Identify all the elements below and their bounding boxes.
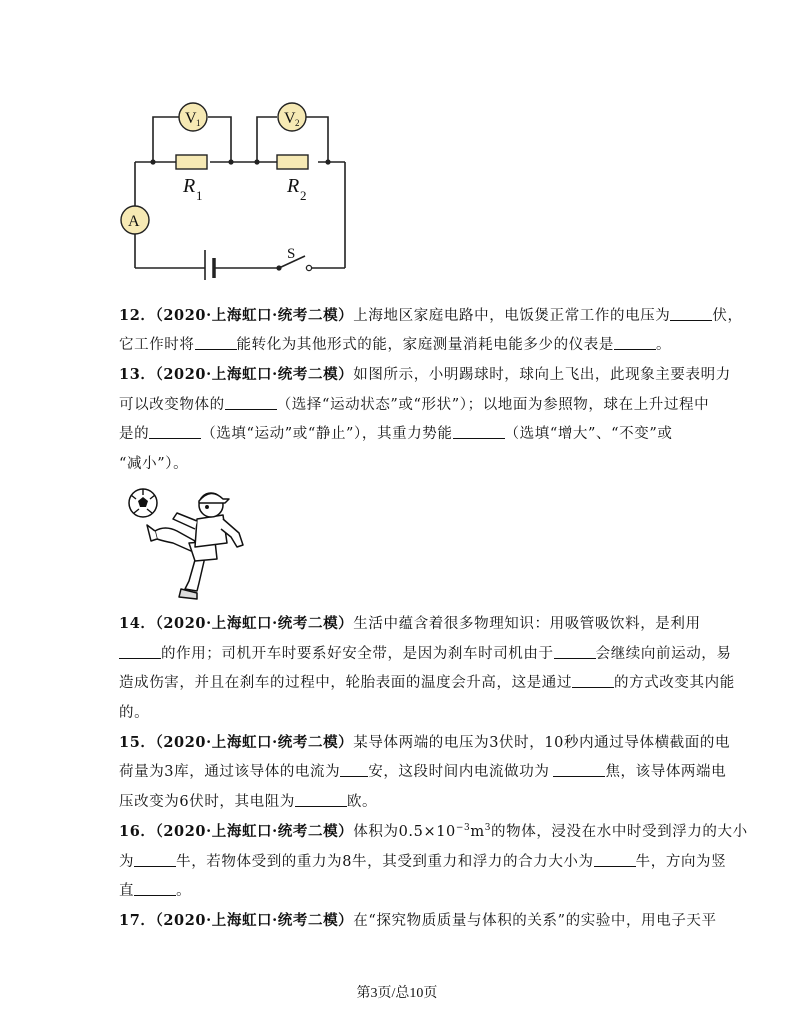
q16-line-2: 为 牛，若物体受到的重力为8牛，其受到重力和浮力的合力大小为 牛，方向为竖 (119, 854, 727, 870)
q16-blank-2[interactable] (594, 852, 636, 867)
q12-number: 12． (119, 307, 156, 324)
svg-text:V: V (185, 110, 197, 127)
r1-label: R (183, 175, 196, 197)
q13-blank-1[interactable] (225, 395, 277, 410)
q16-blank-3[interactable] (134, 881, 176, 896)
r2-sub: 2 (300, 188, 307, 203)
q12-line-2: 它工作时将 能转化为其他形式的能，家庭测量消耗电能多少的仪表是 。 (119, 337, 672, 353)
q13-source: （2020·上海虹口·统考二模） (155, 366, 354, 383)
r1-resistor (176, 155, 207, 169)
q12-blank-3[interactable] (614, 335, 656, 350)
q12-line-1: 12．（2020·上海虹口·统考二模）上海地区家庭电路中，电饭煲正常工作的电压为 伏， (119, 307, 743, 324)
q14-number: 14． (119, 615, 156, 632)
svg-text:V: V (284, 110, 296, 127)
page-footer: 第3页/总10页 (356, 986, 438, 1001)
q13-line-3: 是的 （选填“运动”或“静止”），其重力势能 （选填“增大”、“不变”或 (119, 426, 673, 442)
r1-sub: 1 (196, 188, 203, 203)
soccer-ball-icon (129, 489, 157, 517)
q12-blank-1[interactable] (670, 306, 712, 321)
q13-line-2: 可以改变物体的 （选择“运动状态”或“形状”）；以地面为参照物，球在上升过程中 (119, 397, 710, 413)
q15-blank-2[interactable] (553, 762, 605, 777)
q16-blank-1[interactable] (134, 852, 176, 867)
circuit-diagram (115, 100, 355, 280)
q14-line-1: 14．（2020·上海虹口·统考二模）生活中蕴含着很多物理知识：用吸管吸饮料，是利用 (119, 615, 701, 632)
r2-label: R (287, 175, 300, 197)
q13-blank-2[interactable] (149, 424, 201, 439)
r2-resistor (277, 155, 308, 169)
q12-source: （2020·上海虹口·统考二模） (155, 307, 354, 324)
q15-line-2: 荷量为3库，通过该导体的电流为 安，这段时间内电流做功为 焦，该导体两端电 (119, 764, 727, 780)
ammeter-label: A (128, 213, 140, 230)
q16-source: （2020·上海虹口·统考二模） (155, 823, 354, 840)
ammeter-icon (121, 206, 149, 234)
q15-line-1: 15．（2020·上海虹口·统考二模）某导体两端的电压为3伏时，10秒内通过导体横截面的电 (119, 734, 731, 751)
q13-line-1: 13．（2020·上海虹口·统考二模）如图所示，小明踢球时，球向上飞出，此现象主要表明力 (119, 366, 731, 383)
q14-blank-1[interactable] (119, 644, 161, 659)
q14-line-2: 的作用；司机开车时要系好安全带，是因为刹车时司机由于 会继续向前运动，易 (119, 642, 732, 663)
q13-blank-3[interactable] (453, 424, 505, 439)
q17-number: 17． (119, 912, 156, 929)
q17-source: （2020·上海虹口·统考二模） (155, 912, 354, 929)
q13-line-4: “减小”）。 (119, 456, 189, 472)
q14-line-3: 造成伤害，并且在刹车的过程中，轮胎表面的温度会升高，这是通过 的方式改变其内能 (119, 675, 735, 691)
voltmeter-v2-icon (278, 103, 306, 131)
voltmeter-v1-icon (179, 103, 207, 131)
q15-source: （2020·上海虹口·统考二模） (155, 734, 354, 751)
boy-kicking-ball-illustration (125, 485, 265, 610)
q16-line-3: 直 。 (119, 883, 192, 899)
q16-number: 16． (119, 823, 156, 840)
q16-line-1: 16．（2020·上海虹口·统考二模）体积为$0.5\times 10^{-3}m^3$的物体，浸没在水中时受到浮力的大小 (119, 823, 748, 840)
q14-blank-3[interactable] (572, 673, 614, 688)
q15-number: 15． (119, 734, 156, 751)
q17-line-1: 17．（2020·上海虹口·统考二模）在“探究物质质量与体积的关系”的实验中，用电子天平 (119, 912, 717, 929)
q15-blank-3[interactable] (295, 792, 347, 807)
q13-number: 13． (119, 366, 156, 383)
q12-blank-2[interactable] (195, 335, 237, 350)
svg-text:2: 2 (295, 118, 300, 128)
svg-text:1: 1 (196, 118, 201, 128)
q15-line-3: 压改变为6伏时，其电阻为 欧。 (119, 794, 378, 810)
switch-label: S (287, 246, 296, 262)
q14-source: （2020·上海虹口·统考二模） (155, 615, 354, 632)
q14-line-4: 的。 (119, 705, 150, 721)
q14-blank-2[interactable] (554, 644, 596, 659)
q15-blank-1[interactable] (340, 762, 368, 777)
